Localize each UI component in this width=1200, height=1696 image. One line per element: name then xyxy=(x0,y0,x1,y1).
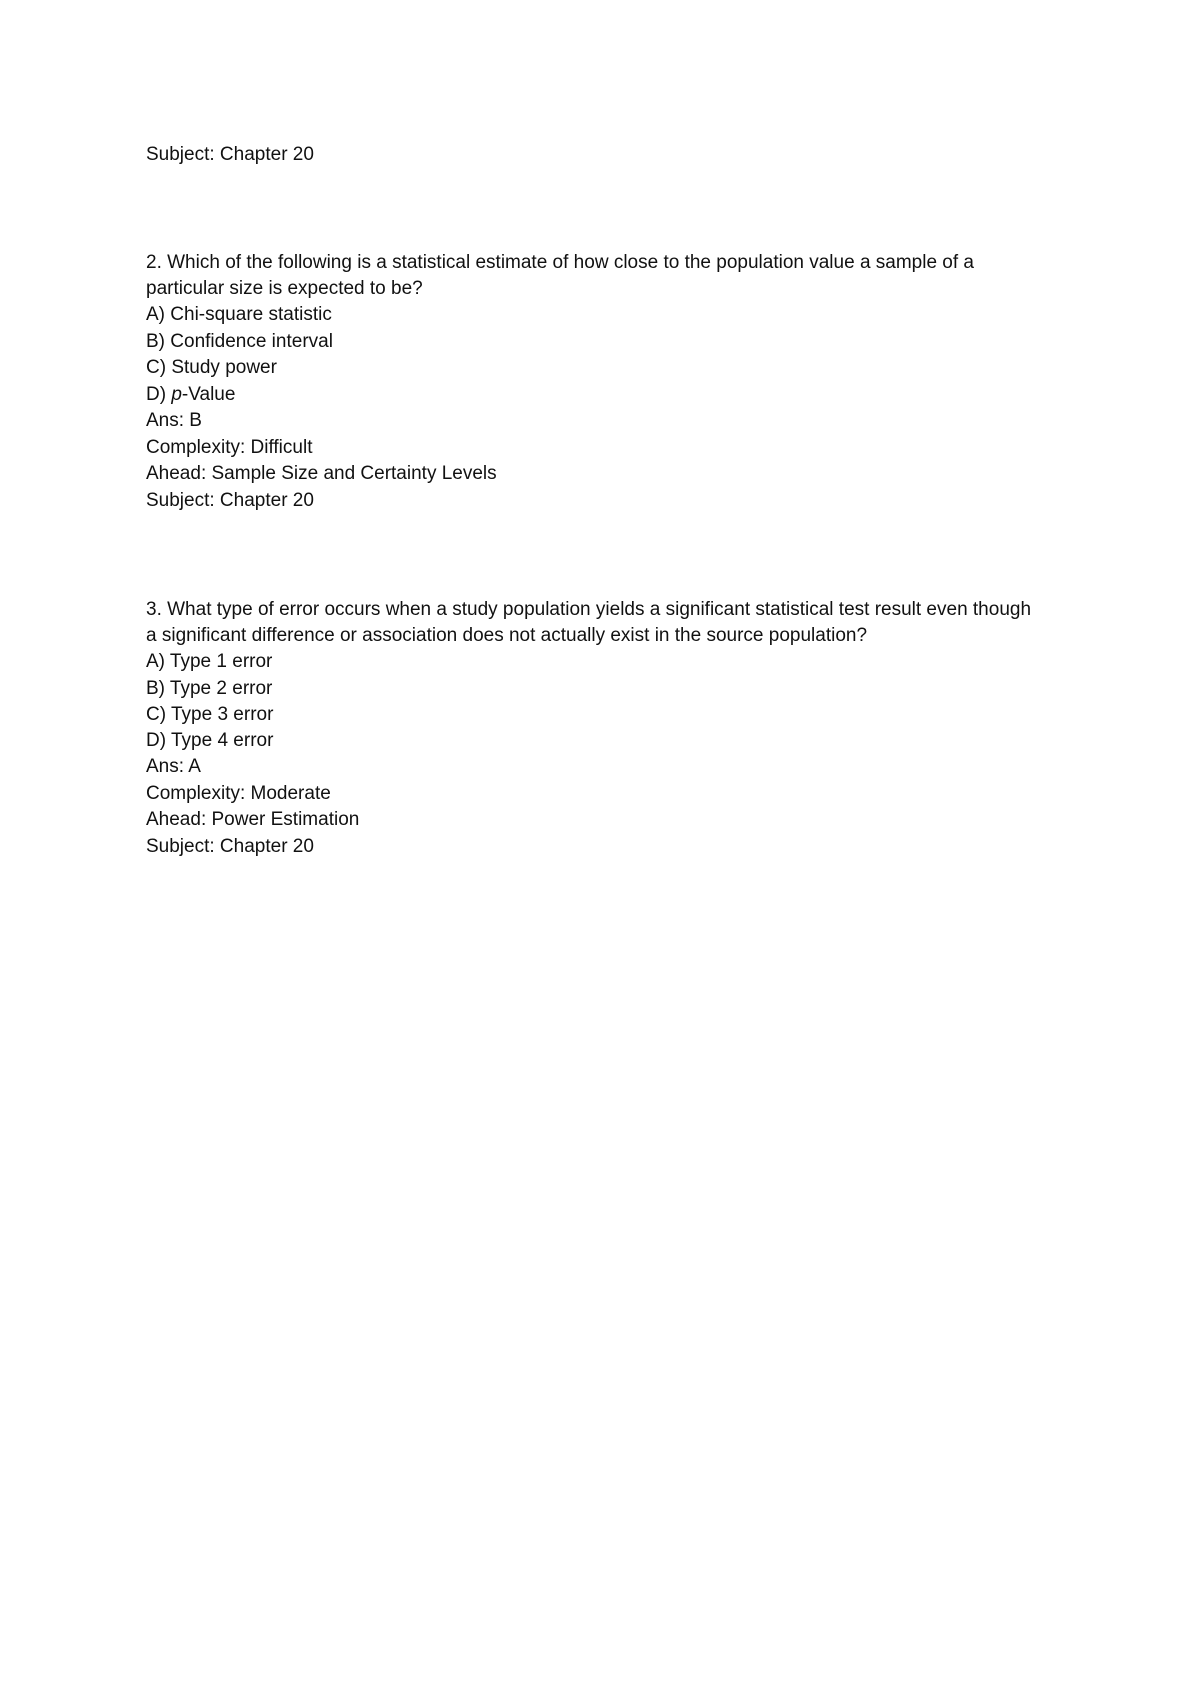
question-2-option-b: B) Confidence interval xyxy=(146,331,333,352)
option-d-prefix: D) xyxy=(146,384,172,405)
question-3-option-d: D) Type 4 error xyxy=(146,730,274,751)
question-2-stem-line-2: particular size is expected to be? xyxy=(146,278,423,299)
question-3-option-a: A) Type 1 error xyxy=(146,651,273,672)
question-3-ahead: Ahead: Power Estimation xyxy=(146,809,360,830)
question-3-stem-line-1: 3. What type of error occurs when a study population yields a significant statistical test result even though xyxy=(146,599,1032,620)
question-2-option-d xyxy=(146,382,235,408)
question-3-complexity: Complexity: Moderate xyxy=(146,783,331,804)
question-3-answer: Ans: A xyxy=(146,756,201,777)
question-2-ahead: Ahead: Sample Size and Certainty Levels xyxy=(146,463,497,484)
p-italic-letter: p xyxy=(171,384,182,405)
question-3-stem-line-2: a significant difference or association does not actually exist in the source population? xyxy=(146,625,868,646)
question-3-option-c: C) Type 3 error xyxy=(146,704,274,725)
question-2-option-a: A) Chi-square statistic xyxy=(146,304,332,325)
question-2-option-c: C) Study power xyxy=(146,357,277,378)
question-2-stem-line-1: 2. Which of the following is a statistical estimate of how close to the population value a sample of a xyxy=(146,252,975,273)
subject-line: Subject: Chapter 20 xyxy=(146,144,314,165)
option-d-suffix: -Value xyxy=(181,384,236,405)
question-3-option-b: B) Type 2 error xyxy=(146,678,273,699)
question-2-answer: Ans: B xyxy=(146,410,202,431)
question-3-subject: Subject: Chapter 20 xyxy=(146,836,314,857)
question-2-complexity: Complexity: Difficult xyxy=(146,437,313,458)
question-2-subject: Subject: Chapter 20 xyxy=(146,490,314,511)
